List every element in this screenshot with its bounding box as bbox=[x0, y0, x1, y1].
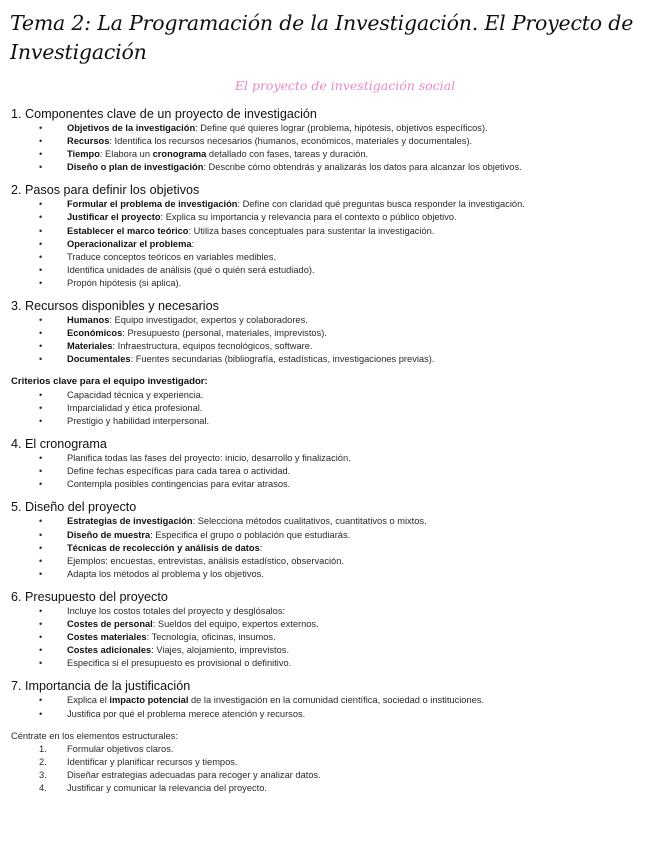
item-text: : Describe cómo obtendrás y analizarás los datos para alcanzar los objetivos. bbox=[203, 162, 522, 173]
bullet-icon: • bbox=[39, 341, 43, 352]
list-item bbox=[11, 161, 651, 174]
item-text: Propón hipótesis (si aplica). bbox=[67, 277, 182, 288]
section-list bbox=[11, 605, 651, 670]
item-text: Contempla posibles contingencias para evitar atrasos. bbox=[67, 479, 291, 490]
bold-term: Costes adicionales bbox=[67, 645, 152, 656]
bold-term: Diseño de muestra bbox=[67, 529, 151, 540]
bullet-icon: • bbox=[39, 466, 43, 477]
item-text: Identifica unidades de análisis (qué o quién será estudiado). bbox=[67, 264, 315, 275]
list-item bbox=[11, 644, 651, 657]
item-text: : Presupuesto (personal, materiales, imprevistos). bbox=[122, 328, 327, 339]
bold-term: impacto potencial bbox=[109, 695, 189, 706]
section-list bbox=[11, 694, 651, 720]
bullet-icon: • bbox=[39, 403, 43, 413]
list-item bbox=[11, 314, 651, 327]
item-text: Formular objetivos claros. bbox=[67, 743, 174, 754]
bullet-icon: • bbox=[39, 389, 43, 400]
bold-term: cronograma bbox=[152, 149, 207, 160]
page-subtitle: El proyecto de investigación social bbox=[234, 78, 456, 93]
list-item bbox=[11, 353, 651, 366]
bullet-icon: • bbox=[39, 354, 43, 365]
numbered-item bbox=[11, 756, 651, 769]
numbered-item bbox=[11, 743, 651, 756]
bold-term: Estrategias de investigación bbox=[67, 516, 193, 527]
bullet-icon: • bbox=[39, 277, 43, 288]
item-text: : Selecciona métodos cualitativos, cuantitativos o mixtos. bbox=[192, 516, 427, 527]
final-summary bbox=[11, 730, 651, 795]
item-number: 4. bbox=[39, 782, 47, 793]
bold-term: Recursos bbox=[67, 136, 110, 147]
bold-term: Costes de personal bbox=[67, 619, 153, 630]
item-text: : Tecnología, oficinas, insumos. bbox=[146, 632, 276, 643]
bullet-icon: • bbox=[39, 632, 43, 643]
item-text: Adapta los métodos al problema y los objetivos. bbox=[67, 568, 264, 579]
item-text: Explica el bbox=[67, 695, 110, 706]
bold-term: Costes materiales bbox=[67, 632, 147, 643]
list-item bbox=[11, 515, 651, 528]
bold-term: Formular el problema de investigación bbox=[67, 199, 238, 210]
section-list bbox=[11, 314, 651, 366]
item-text: : Sueldos del equipo, expertos externos. bbox=[152, 619, 319, 630]
bold-term: Objetivos de la investigación bbox=[67, 123, 196, 133]
list-item bbox=[11, 529, 651, 542]
section-heading: 2. Pasos para definir los objetivos bbox=[11, 183, 200, 198]
criteria-section bbox=[11, 375, 651, 428]
bullet-icon: • bbox=[39, 555, 43, 566]
item-text: : Define con claridad qué preguntas busca responder la investigación. bbox=[237, 199, 525, 210]
section bbox=[11, 437, 651, 491]
bold-term: Tiempo bbox=[67, 149, 100, 160]
section bbox=[11, 299, 651, 366]
list-item bbox=[11, 402, 651, 415]
final-list bbox=[11, 743, 651, 795]
bullet-icon: • bbox=[39, 212, 43, 223]
list-item bbox=[11, 327, 651, 340]
bold-term: Técnicas de recolección y análisis de datos bbox=[67, 542, 260, 553]
item-text: Identificar y planificar recursos y tiempos. bbox=[67, 756, 238, 767]
list-item bbox=[11, 694, 651, 707]
bullet-icon: • bbox=[39, 479, 43, 490]
bullet-icon: • bbox=[39, 619, 43, 630]
bullet-icon: • bbox=[39, 658, 43, 669]
section-list bbox=[11, 122, 651, 174]
bullet-icon: • bbox=[39, 136, 43, 147]
item-text: : Elabora un bbox=[99, 149, 153, 160]
bullet-icon: • bbox=[39, 453, 43, 464]
item-text: Traduce conceptos teóricos en variables medibles. bbox=[67, 251, 276, 262]
bold-term: Humanos bbox=[67, 315, 110, 326]
section-heading: 6. Presupuesto del proyecto bbox=[11, 589, 168, 604]
bold-term: Establecer el marco teórico bbox=[67, 225, 189, 236]
list-item bbox=[11, 568, 651, 581]
list-item bbox=[11, 198, 651, 211]
list-item bbox=[11, 211, 651, 224]
document-content bbox=[11, 107, 651, 804]
item-text: Especifica si el presupuesto es provisional o definitivo. bbox=[67, 658, 292, 669]
bullet-icon: • bbox=[39, 225, 43, 236]
item-number: 1. bbox=[39, 743, 47, 754]
section-heading: 3. Recursos disponibles y necesarios bbox=[11, 299, 219, 314]
item-text: Define fechas específicas para cada tarea o actividad. bbox=[67, 466, 291, 477]
list-item bbox=[11, 340, 651, 353]
section bbox=[11, 500, 651, 580]
bullet-icon: • bbox=[39, 605, 43, 616]
item-text: Planifica todas las fases del proyecto: inicio, desarrollo y finalización. bbox=[67, 453, 351, 464]
sections-group-1 bbox=[11, 107, 651, 366]
bullet-icon: • bbox=[39, 238, 43, 249]
item-text: : Especifica el grupo o población que estudiarás. bbox=[150, 529, 351, 540]
section-list bbox=[11, 515, 651, 580]
bold-term: Materiales bbox=[67, 341, 113, 352]
bullet-icon: • bbox=[39, 264, 43, 275]
list-item bbox=[11, 478, 651, 491]
list-item bbox=[11, 135, 651, 148]
bullet-icon: • bbox=[39, 328, 43, 339]
item-number: 2. bbox=[39, 756, 47, 767]
list-item bbox=[11, 542, 651, 555]
bullet-icon: • bbox=[39, 315, 43, 326]
item-text: : Fuentes secundarias (bibliografía, estadísticas, investigaciones previas). bbox=[130, 354, 435, 365]
bullet-icon: • bbox=[39, 516, 43, 527]
item-text: : Utiliza bases conceptuales para sustentar la investigación. bbox=[188, 225, 435, 236]
bold-term: Justificar el proyecto bbox=[67, 212, 161, 223]
numbered-item bbox=[11, 769, 651, 782]
list-item bbox=[11, 122, 651, 135]
item-text: detallado con fases, tareas y duración. bbox=[206, 149, 369, 160]
item-text: de la investigación en la comunidad científica, sociedad o instituciones. bbox=[188, 695, 485, 706]
bullet-icon: • bbox=[39, 162, 43, 173]
numbered-item bbox=[11, 782, 651, 795]
list-item bbox=[11, 618, 651, 631]
section bbox=[11, 679, 651, 720]
list-item bbox=[11, 452, 651, 465]
section-list bbox=[11, 452, 651, 491]
item-text: Imparcialidad y ética profesional. bbox=[67, 403, 203, 413]
bullet-icon: • bbox=[39, 568, 43, 579]
criteria-list bbox=[11, 389, 651, 428]
item-text: : bbox=[191, 238, 195, 249]
list-item bbox=[11, 251, 651, 264]
bullet-icon: • bbox=[39, 149, 43, 160]
bold-term: Diseño o plan de investigación bbox=[67, 162, 204, 173]
item-text: Prestigio y habilidad interpersonal. bbox=[67, 416, 210, 427]
item-text: : Infraestructura, equipos tecnológicos, software. bbox=[112, 341, 313, 352]
section-heading: 1. Componentes clave de un proyecto de investigación bbox=[11, 107, 317, 121]
bullet-icon: • bbox=[39, 645, 43, 656]
bullet-icon: • bbox=[39, 695, 43, 706]
bold-term: Económicos bbox=[67, 328, 123, 339]
bullet-icon: • bbox=[39, 251, 43, 262]
list-item bbox=[11, 465, 651, 478]
list-item bbox=[11, 708, 651, 721]
item-text: : Equipo investigador, expertos y colaboradores. bbox=[109, 315, 308, 326]
item-text: : Viajes, alojamiento, imprevistos. bbox=[151, 645, 290, 656]
bold-term: Documentales bbox=[67, 354, 131, 365]
list-item bbox=[11, 415, 651, 428]
item-text: Justifica por qué el problema merece atención y recursos. bbox=[67, 708, 306, 719]
list-item bbox=[11, 238, 651, 251]
section-heading: 4. El cronograma bbox=[11, 437, 107, 452]
bold-term: Operacionalizar el problema bbox=[67, 238, 192, 249]
list-item bbox=[11, 148, 651, 161]
page-title: Tema 2: La Programación de la Investigación. El Proyecto de Investigación bbox=[10, 11, 634, 64]
bullet-icon: • bbox=[39, 123, 43, 133]
bullet-icon: • bbox=[39, 416, 43, 427]
item-text: Ejemplos: encuestas, entrevistas, análisis estadístico, observación. bbox=[67, 555, 344, 566]
item-text: : bbox=[259, 542, 263, 553]
bullet-icon: • bbox=[39, 708, 43, 719]
item-text: : Explica su importancia y relevancia para el contexto o público objetivo. bbox=[160, 212, 457, 223]
criteria-heading: Criterios clave para el equipo investigador: bbox=[11, 376, 208, 388]
item-text: : Define qué quieres lograr (problema, hipótesis, objetivos específicos). bbox=[195, 123, 488, 133]
item-text: Incluye los costos totales del proyecto y desglósalos: bbox=[67, 605, 286, 616]
list-item bbox=[11, 277, 651, 290]
section bbox=[11, 107, 651, 174]
section-heading: 5. Diseño del proyecto bbox=[11, 500, 137, 515]
list-item bbox=[11, 264, 651, 277]
list-item bbox=[11, 225, 651, 238]
item-text: Diseñar estrategias adecuadas para recoger y analizar datos. bbox=[67, 769, 321, 780]
bullet-icon: • bbox=[39, 199, 43, 210]
section-list bbox=[11, 198, 651, 290]
item-text: Capacidad técnica y experiencia. bbox=[67, 389, 204, 400]
section bbox=[11, 183, 651, 290]
final-intro: Céntrate en los elementos estructurales: bbox=[11, 730, 178, 741]
list-item bbox=[11, 555, 651, 568]
list-item bbox=[11, 657, 651, 670]
list-item bbox=[11, 631, 651, 644]
item-number: 3. bbox=[39, 769, 47, 780]
sections-group-2 bbox=[11, 437, 651, 720]
list-item bbox=[11, 389, 651, 402]
section-heading: 7. Importancia de la justificación bbox=[11, 679, 191, 694]
bullet-icon: • bbox=[39, 542, 43, 553]
list-item bbox=[11, 605, 651, 618]
section bbox=[11, 590, 651, 670]
item-text: : Identifica los recursos necesarios (humanos, económicos, materiales y documentales). bbox=[109, 136, 473, 147]
item-text: Justificar y comunicar la relevancia del proyecto. bbox=[67, 782, 267, 793]
bullet-icon: • bbox=[39, 529, 43, 540]
